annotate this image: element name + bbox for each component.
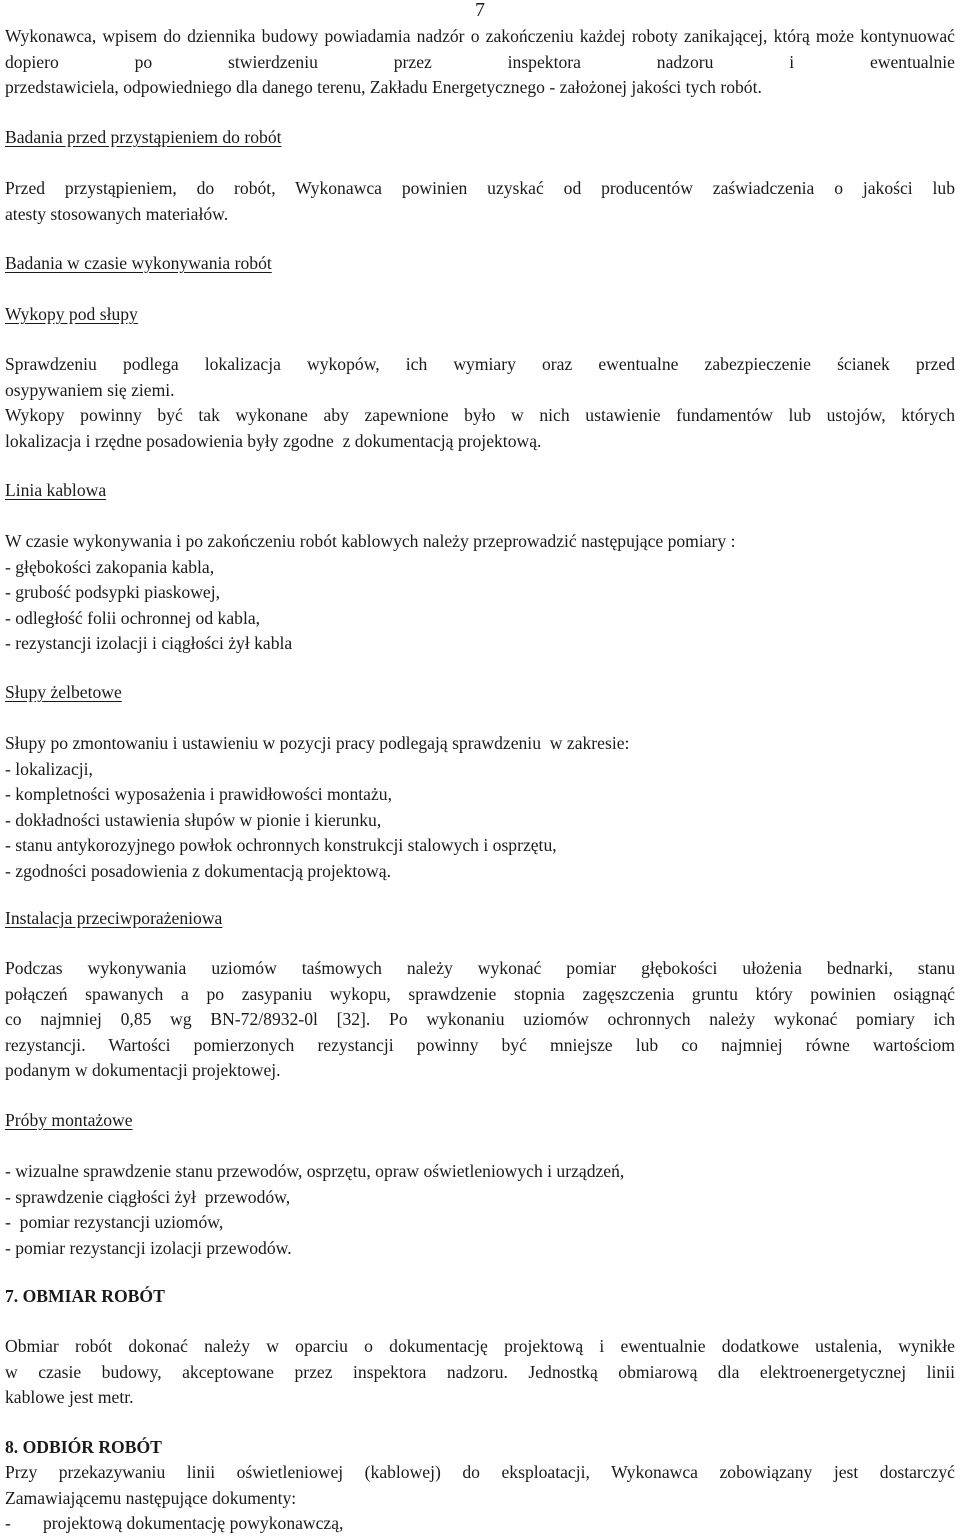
text-line: lokalizacja i rzędne posadowienia były zgodne z dokumentacją projektową.	[5, 430, 542, 451]
text-line: W czasie wykonywania i po zakończeniu robót kablowych należy przeprowadzić następujące pomiary :	[5, 531, 736, 551]
text-line: Zamawiającemu następujące dokumenty:	[5, 1487, 297, 1508]
text-line: w czasie budowy, akceptowane przez inspektora nadzoru. Jednostką obmiarową dla elektroenergetycznej linii	[5, 1361, 955, 1382]
text-line: kablowe jest metr.	[5, 1387, 134, 1408]
text-line: połączeń spawanych a po zasypaniu wykopu, sprawdzenie stopnia zagęszczenia gruntu który powinien osiągnąć	[5, 983, 955, 1004]
text-line: co najmniej 0,85 wg BN-72/8932-0l [32]. Po wykonaniu uziomów ochronnych należy wykonać pomiary ich	[5, 1009, 955, 1030]
heading-during-works: Badania w czasie wykonywania robót	[5, 253, 272, 273]
text-line: podanym w dokumentacji projektowej.	[5, 1060, 281, 1081]
heading-assembly-tests: Próby montażowe	[5, 1110, 133, 1130]
text-line: przedstawiciela, odpowiedniego dla danego terenu, Zakładu Energetycznego - założonej jakości tych robót.	[5, 77, 762, 98]
cable-line-section	[5, 529, 955, 657]
text-line: Obmiar robót dokonać należy w oparciu o dokumentację projektową i ewentualnie dodatkowe ustalenia, wynikłe	[5, 1336, 955, 1356]
text-line: Słupy po zmontowaniu i ustawieniu w pozycji pracy podlegają sprawdzeniu w zakresie:	[5, 733, 630, 753]
text-line: osypywaniem się ziemi.	[5, 379, 175, 400]
excavations-paragraph	[5, 352, 955, 454]
grounding-paragraph	[5, 956, 955, 1084]
text-line: rezystancji. Wartości pomierzonych rezystancji powinny być mniejsze lub co najmniej równe wartościom	[5, 1034, 955, 1055]
heading-measurement: 7. OBMIAR ROBÓT	[5, 1286, 165, 1306]
intro-paragraph	[5, 24, 955, 101]
list-item: - dokładności ustawienia słupów w pionie i kierunku,	[5, 809, 382, 830]
heading-grounding: Instalacja przeciwporażeniowa	[5, 908, 223, 928]
text-line: atesty stosowanych materiałów.	[5, 203, 229, 224]
poles-section	[5, 731, 955, 885]
heading-poles: Słupy żelbetowe	[5, 682, 122, 702]
list-dash: -	[5, 1513, 11, 1534]
list-item: - grubość podsypki piaskowej,	[5, 582, 221, 603]
text-line: Wykopy powinny być tak wykonane aby zapewnione było w nich ustawienie fundamentów lub ustojów, których	[5, 405, 955, 426]
list-item: - kompletności wyposażenia i prawidłowości montażu,	[5, 784, 392, 805]
list-item: - lokalizacji,	[5, 758, 93, 779]
list-item: - pomiar rezystancji izolacji przewodów.	[5, 1237, 292, 1258]
text-line: Przed przystąpieniem, do robót, Wykonawca powinien uzyskać od producentów zaświadczenia o jakości lub	[5, 178, 955, 198]
list-item: - stanu antykorozyjnego powłok ochronnych konstrukcji stalowych i osprzętu,	[5, 835, 557, 856]
text-line: Przy przekazywaniu linii oświetleniowej (kablowej) do eksploatacji, Wykonawca zobowiązany jest dostarczyć	[5, 1462, 955, 1482]
heading-before-works: Badania przed przystąpieniem do robót	[5, 127, 282, 147]
list-item: - wizualne sprawdzenie stanu przewodów, osprzętu, opraw oświetleniowych i urządzeń,	[5, 1161, 625, 1181]
list-item-text: projektową dokumentację powykonawczą,	[43, 1513, 344, 1534]
list-item	[5, 1511, 955, 1537]
text-line: Podczas wykonywania uziomów taśmowych należy wykonać pomiar głębokości ułożenia bednarki, stanu	[5, 958, 955, 978]
list-item: - głębokości zakopania kabla,	[5, 556, 215, 577]
text-line: Sprawdzeniu podlega lokalizacja wykopów, ich wymiary oraz ewentualne zabezpieczenie ścianek przed	[5, 354, 955, 374]
heading-excavations: Wykopy pod słupy	[5, 304, 138, 324]
text-line: Wykonawca, wpisem do dziennika budowy powiadamia nadzór o zakończeniu każdej roboty zanikającej, którą może kontynuować dopiero po stwierdzeniu przez inspektora nadzoru i ewentualnie	[5, 26, 955, 72]
list-item: - rezystancji izolacji i ciągłości żył kabla	[5, 633, 293, 654]
list-item: - zgodności posadowienia z dokumentacją projektową.	[5, 860, 391, 881]
list-item: - pomiar rezystancji uziomów,	[5, 1212, 224, 1233]
acceptance-paragraph	[5, 1460, 955, 1537]
page-number: 7	[475, 0, 485, 21]
measurement-paragraph	[5, 1334, 955, 1411]
heading-acceptance: 8. ODBIÓR ROBÓT	[5, 1437, 162, 1457]
heading-cable-line: Linia kablowa	[5, 480, 107, 500]
assembly-tests-list	[5, 1159, 955, 1261]
list-item: - sprawdzenie ciągłości żył przewodów,	[5, 1186, 291, 1207]
before-works-paragraph	[5, 176, 955, 227]
list-item: - odległość folii ochronnej od kabla,	[5, 607, 261, 628]
